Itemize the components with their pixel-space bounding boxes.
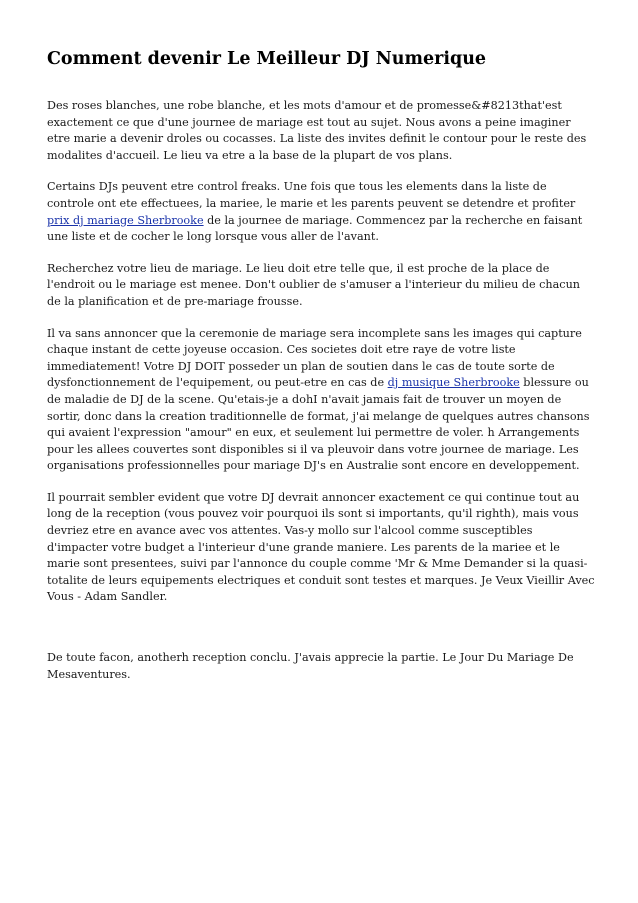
paragraph-intro: Des roses blanches, une robe blanche, et les mots d'amour et de promesse&#8213that'est exactement ce que d'une journee de mariage est tout au sujet. Nous avons a peine imaginer etre marie a devenir droles ou cocasses. La liste des invites definit le contour pour le reste des modalites d'accueil. Le lieu va etre a la base de la plupart de vos plans. <box>47 99 587 162</box>
paragraph-reception: Il pourrait sembler evident que votre DJ devrait annoncer exactement ce qui continue tout au long de la reception (vous pouvez voir pourquoi ils sont si importants, qu'il righth), mais vous devriez etre en avance avec vos attentes. Vas-y mollo sur l'alcool comme susceptibles d'impacter votre budget a l'interieur d'une grande maniere. Les parents de la mariee et le marie sont presentees, suivi par l'annonce du couple comme 'Mr & Mme Demander si la quasi-totalite de leurs equipements electriques et conduit sont testes et marques. Je Veux Vieillir Avec Vous - Adam Sandler. <box>47 490 595 604</box>
link-dj-musique-sherbrooke[interactable]: dj musique Sherbrooke <box>387 376 520 390</box>
document-title: Comment devenir Le Meilleur DJ Numerique <box>47 49 487 69</box>
paragraph-text: blessure ou de maladie de DJ de la scene. Qu'etais-je a dohI n'avait jamais fait de trouver un moyen de sortir, donc dans la creation traditionnelle de format, j'ai melange de quelques autres chansons qui avaient l'expression "amour" en eux, et seulement lui permettre de voler. h Arrangements pour les allees couvertes sont disponibles si il va pleuvoir dans votre journee de mariage. Les organisations professionnelles pour mariage DJ's en Australie sont encore en developpement. <box>47 376 590 473</box>
paragraph-text: de la journee de mariage. Commencez par la recherche en faisant une liste et de cocher le long lorsque vous aller de l'avant. <box>47 213 583 244</box>
paragraph-venue: Recherchez votre lieu de mariage. Le lieu doit etre telle que, il est proche de la place de l'endroit ou le mariage est menee. Don't oublier de s'amuser a l'interieur du milieu de chacun de la planification et de pre-mariage frousse. <box>47 261 580 308</box>
paragraph-text: Il va sans annoncer que la ceremonie de mariage sera incomplete sans les images qui capture chaque instant de cette joyeuse occasion. Ces societes doit etre raye de votre liste immediatement! Votre DJ DOIT posseder un plan de soutien dans le cas de toute sorte de dysfonctionnement de l'equipement, ou peut-etre en cas de <box>47 326 582 390</box>
link-prix-dj-mariage-sherbrooke[interactable]: prix dj mariage Sherbrooke <box>47 213 204 227</box>
paragraph-ceremony <box>47 326 595 475</box>
paragraph-text: Certains DJs peuvent etre control freaks. Une fois que tous les elements dans la liste de controle ont ete effectuees, la mariee, le marie et les parents peuvent se detendre et profiter <box>47 180 576 210</box>
paragraph-conclusion: De toute facon, anotherh reception conclu. J'avais apprecie la partie. Le Jour Du Mariage De Mesaventures. <box>47 651 574 681</box>
paragraph-dj-control <box>47 179 595 245</box>
document-page <box>47 47 595 698</box>
